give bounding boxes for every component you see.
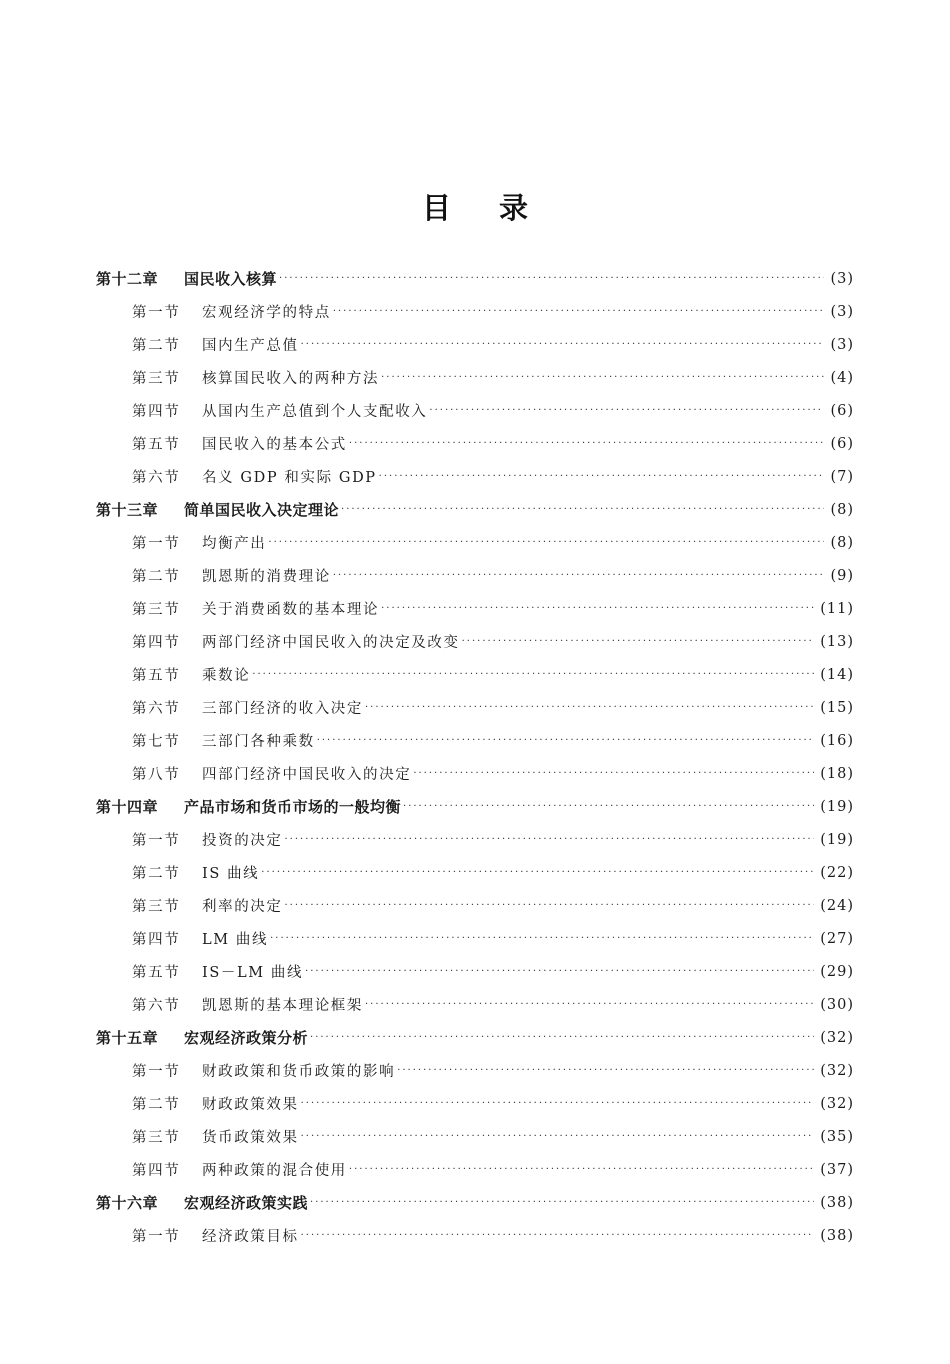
entry-number: 第六节 bbox=[132, 701, 181, 717]
entry-title: 经济政策目标 bbox=[202, 1229, 299, 1245]
entry-title: 三部门各种乘数 bbox=[202, 734, 315, 750]
toc-section-entry[interactable] bbox=[96, 757, 854, 790]
entry-number: 第一节 bbox=[132, 305, 181, 321]
entry-page-number: (19) bbox=[820, 798, 854, 815]
entry-title: 利率的决定 bbox=[202, 899, 283, 915]
dot-leader bbox=[285, 823, 815, 856]
entry-number: 第四节 bbox=[132, 1163, 181, 1179]
toc-section-entry[interactable] bbox=[96, 1087, 854, 1120]
entry-title: 财政政策效果 bbox=[202, 1097, 299, 1113]
toc-section-entry[interactable] bbox=[96, 988, 854, 1021]
dot-leader bbox=[349, 1153, 814, 1186]
entry-page-number: (3) bbox=[830, 270, 854, 287]
dot-leader bbox=[305, 955, 814, 988]
entry-title: 国民收入的基本公式 bbox=[202, 437, 347, 453]
entry-number: 第十六章 bbox=[96, 1194, 159, 1212]
entry-page-number: (37) bbox=[820, 1161, 854, 1178]
toc-section-entry[interactable] bbox=[96, 328, 854, 361]
entry-number: 第一节 bbox=[132, 1064, 181, 1080]
entry-title: IS 曲线 bbox=[202, 866, 260, 882]
toc-chapter-entry[interactable] bbox=[96, 493, 854, 526]
entry-page-number: (8) bbox=[830, 534, 854, 551]
toc-chapter-entry[interactable] bbox=[96, 1021, 854, 1054]
dot-leader bbox=[301, 1219, 815, 1252]
entry-title: 宏观经济政策实践 bbox=[184, 1194, 309, 1212]
entry-number: 第五节 bbox=[132, 668, 181, 684]
entry-number: 第四节 bbox=[132, 932, 181, 948]
entry-page-number: (4) bbox=[830, 369, 854, 386]
entry-title: 货币政策效果 bbox=[202, 1130, 299, 1146]
toc-section-entry[interactable] bbox=[96, 889, 854, 922]
entry-title: 均衡产出 bbox=[202, 536, 267, 552]
toc-section-entry[interactable] bbox=[96, 955, 854, 988]
entry-title: 财政政策和货币政策的影响 bbox=[202, 1064, 396, 1080]
entry-page-number: (18) bbox=[820, 765, 854, 782]
entry-title: IS－LM 曲线 bbox=[202, 965, 304, 981]
entry-page-number: (7) bbox=[830, 468, 854, 485]
dot-leader bbox=[462, 625, 815, 658]
toc-section-entry[interactable] bbox=[96, 394, 854, 427]
toc-section-entry[interactable] bbox=[96, 922, 854, 955]
toc-section-entry[interactable] bbox=[96, 658, 854, 691]
entry-number: 第一节 bbox=[132, 833, 181, 849]
entry-number: 第二节 bbox=[132, 1097, 181, 1113]
entry-number: 第七节 bbox=[132, 734, 181, 750]
entry-number: 第二节 bbox=[132, 338, 181, 354]
entry-number: 第三节 bbox=[132, 1130, 181, 1146]
toc-section-entry[interactable] bbox=[96, 361, 854, 394]
entry-title: 名义 GDP 和实际 GDP bbox=[202, 470, 377, 486]
entry-page-number: (38) bbox=[820, 1194, 854, 1211]
dot-leader bbox=[365, 988, 814, 1021]
entry-title: 简单国民收入决定理论 bbox=[184, 501, 340, 519]
toc-chapter-entry[interactable] bbox=[96, 262, 854, 295]
dot-leader bbox=[429, 394, 824, 427]
entry-title: 关于消费函数的基本理论 bbox=[202, 602, 380, 618]
entry-page-number: (15) bbox=[820, 699, 854, 716]
dot-leader bbox=[341, 493, 824, 526]
dot-leader bbox=[379, 460, 825, 493]
entry-page-number: (22) bbox=[820, 864, 854, 881]
entry-number: 第三节 bbox=[132, 899, 181, 915]
entry-title: 凯恩斯的消费理论 bbox=[202, 569, 331, 585]
toc-section-entry[interactable] bbox=[96, 1153, 854, 1186]
dot-leader bbox=[310, 1021, 814, 1054]
entry-page-number: (27) bbox=[820, 930, 854, 947]
entry-number: 第五节 bbox=[132, 965, 181, 981]
entry-number: 第六节 bbox=[132, 998, 181, 1014]
entry-page-number: (3) bbox=[830, 303, 854, 320]
toc-section-entry[interactable] bbox=[96, 823, 854, 856]
entry-page-number: (8) bbox=[830, 501, 854, 518]
entry-page-number: (32) bbox=[820, 1095, 854, 1112]
dot-leader bbox=[252, 658, 814, 691]
entry-title: 乘数论 bbox=[202, 668, 251, 684]
toc-section-entry[interactable] bbox=[96, 427, 854, 460]
entry-page-number: (6) bbox=[830, 435, 854, 452]
entry-page-number: (3) bbox=[830, 336, 854, 353]
dot-leader bbox=[333, 559, 825, 592]
entry-title: 三部门经济的收入决定 bbox=[202, 701, 363, 717]
entry-number: 第十二章 bbox=[96, 270, 159, 288]
dot-leader bbox=[285, 889, 815, 922]
dot-leader bbox=[381, 592, 814, 625]
entry-title: 产品市场和货币市场的一般均衡 bbox=[184, 798, 402, 816]
entry-number: 第五节 bbox=[132, 437, 181, 453]
entry-number: 第十四章 bbox=[96, 798, 159, 816]
entry-number: 第三节 bbox=[132, 371, 181, 387]
entry-title: 国民收入核算 bbox=[184, 270, 278, 288]
entry-title: LM 曲线 bbox=[202, 932, 269, 948]
entry-number: 第一节 bbox=[132, 536, 181, 552]
toc-section-entry[interactable] bbox=[96, 724, 854, 757]
entry-number: 第四节 bbox=[132, 635, 181, 651]
entry-page-number: (29) bbox=[820, 963, 854, 980]
dot-leader bbox=[397, 1054, 814, 1087]
entry-page-number: (16) bbox=[820, 732, 854, 749]
page-title: 目录 bbox=[421, 191, 576, 225]
dot-leader bbox=[381, 361, 824, 394]
toc-section-entry[interactable] bbox=[96, 559, 854, 592]
entry-title: 两种政策的混合使用 bbox=[202, 1163, 347, 1179]
entry-title: 宏观经济政策分析 bbox=[184, 1029, 309, 1047]
entry-number: 第二节 bbox=[132, 866, 181, 882]
entry-page-number: (32) bbox=[820, 1029, 854, 1046]
dot-leader bbox=[333, 295, 825, 328]
entry-title: 国内生产总值 bbox=[202, 338, 299, 354]
dot-leader bbox=[310, 1186, 814, 1219]
entry-title: 四部门经济中国民收入的决定 bbox=[202, 767, 412, 783]
dot-leader bbox=[365, 691, 814, 724]
entry-title: 核算国民收入的两种方法 bbox=[202, 371, 380, 387]
entry-number: 第六节 bbox=[132, 470, 181, 486]
entry-page-number: (6) bbox=[830, 402, 854, 419]
entry-title: 从国内生产总值到个人支配收入 bbox=[202, 404, 428, 420]
toc-section-entry[interactable] bbox=[96, 1054, 854, 1087]
entry-page-number: (38) bbox=[820, 1227, 854, 1244]
dot-leader bbox=[403, 790, 814, 823]
entry-page-number: (11) bbox=[820, 600, 854, 617]
table-of-contents bbox=[96, 262, 854, 1252]
entry-page-number: (19) bbox=[820, 831, 854, 848]
entry-number: 第四节 bbox=[132, 404, 181, 420]
toc-section-entry[interactable] bbox=[96, 592, 854, 625]
dot-leader bbox=[349, 427, 825, 460]
dot-leader bbox=[279, 262, 824, 295]
entry-title: 宏观经济学的特点 bbox=[202, 305, 331, 321]
entry-number: 第八节 bbox=[132, 767, 181, 783]
toc-section-entry[interactable] bbox=[96, 460, 854, 493]
entry-page-number: (30) bbox=[820, 996, 854, 1013]
dot-leader bbox=[301, 1120, 815, 1153]
toc-section-entry[interactable] bbox=[96, 856, 854, 889]
toc-section-entry[interactable] bbox=[96, 1120, 854, 1153]
dot-leader bbox=[268, 526, 824, 559]
dot-leader bbox=[317, 724, 815, 757]
toc-section-entry[interactable] bbox=[96, 691, 854, 724]
dot-leader bbox=[270, 922, 814, 955]
entry-title: 投资的决定 bbox=[202, 833, 283, 849]
entry-page-number: (32) bbox=[820, 1062, 854, 1079]
entry-number: 第一节 bbox=[132, 1229, 181, 1245]
entry-number: 第十五章 bbox=[96, 1029, 159, 1047]
dot-leader bbox=[413, 757, 814, 790]
entry-number: 第十三章 bbox=[96, 501, 159, 519]
entry-page-number: (9) bbox=[830, 567, 854, 584]
entry-page-number: (35) bbox=[820, 1128, 854, 1145]
toc-section-entry[interactable] bbox=[96, 295, 854, 328]
toc-chapter-entry[interactable] bbox=[96, 1186, 854, 1219]
toc-section-entry[interactable] bbox=[96, 625, 854, 658]
entry-page-number: (14) bbox=[820, 666, 854, 683]
toc-section-entry[interactable] bbox=[96, 526, 854, 559]
toc-chapter-entry[interactable] bbox=[96, 790, 854, 823]
entry-page-number: (24) bbox=[820, 897, 854, 914]
dot-leader bbox=[301, 1087, 815, 1120]
entry-number: 第二节 bbox=[132, 569, 181, 585]
toc-section-entry[interactable] bbox=[96, 1219, 854, 1252]
entry-title: 凯恩斯的基本理论框架 bbox=[202, 998, 363, 1014]
entry-title: 两部门经济中国民收入的决定及改变 bbox=[202, 635, 460, 651]
dot-leader bbox=[301, 328, 825, 361]
entry-number: 第三节 bbox=[132, 602, 181, 618]
dot-leader bbox=[261, 856, 814, 889]
entry-page-number: (13) bbox=[820, 633, 854, 650]
